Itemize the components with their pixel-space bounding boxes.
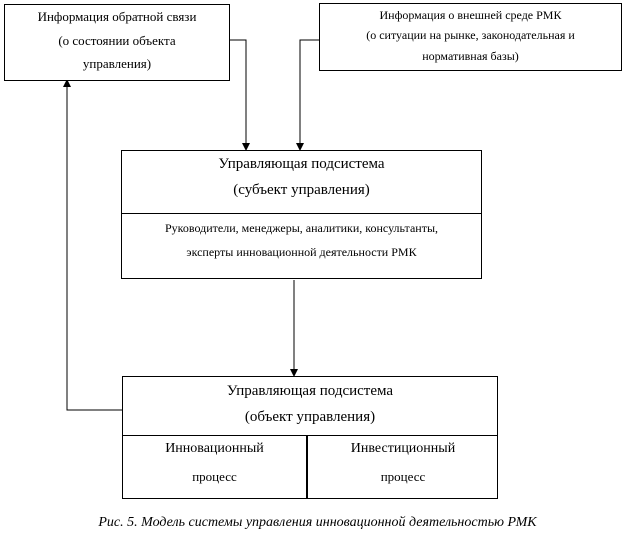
innovation-line1: Инновационный — [165, 441, 264, 456]
feedback-line1: Информация обратной связи — [37, 9, 197, 24]
managed-subsystem-box — [122, 376, 498, 499]
managed-title: Управляющая подсистема — [226, 383, 394, 399]
control-subtitle: (субъект управления) — [233, 182, 370, 198]
control-detail1: Руководители, менеджеры, аналитики, консультанты, — [164, 221, 439, 235]
arrow-external-to-control — [300, 40, 320, 150]
control-subsystem-box — [121, 150, 482, 279]
feedback-line3: управления) — [82, 56, 152, 71]
investment-process-cell — [306, 435, 498, 499]
investment-line2: процесс — [380, 469, 426, 484]
control-title: Управляющая подсистема — [218, 156, 385, 172]
figure-caption: Рис. 5. Модель системы управления инновационной деятельностью РМК — [98, 515, 537, 530]
external-line3: нормативная базы) — [422, 49, 519, 63]
innovation-process-cell — [123, 435, 306, 499]
control-detail2: эксперты инновационной деятельности РМК — [186, 245, 417, 259]
external-line2: (о ситуации на рынке, законодательная и — [366, 28, 575, 42]
investment-line1: Инвестиционный — [350, 441, 456, 456]
external-info-box — [319, 3, 622, 71]
innovation-line2: процесс — [192, 469, 237, 484]
managed-subtitle: (объект управления) — [244, 409, 376, 425]
feedback-line2: (о состоянии объекта — [58, 33, 176, 48]
external-line1: Информация о внешней среде РМК — [379, 8, 562, 22]
feedback-info-box — [4, 4, 230, 81]
control-divider — [122, 213, 481, 214]
arrow-managed-to-feedback — [67, 80, 122, 410]
arrow-feedback-to-control — [229, 40, 246, 150]
